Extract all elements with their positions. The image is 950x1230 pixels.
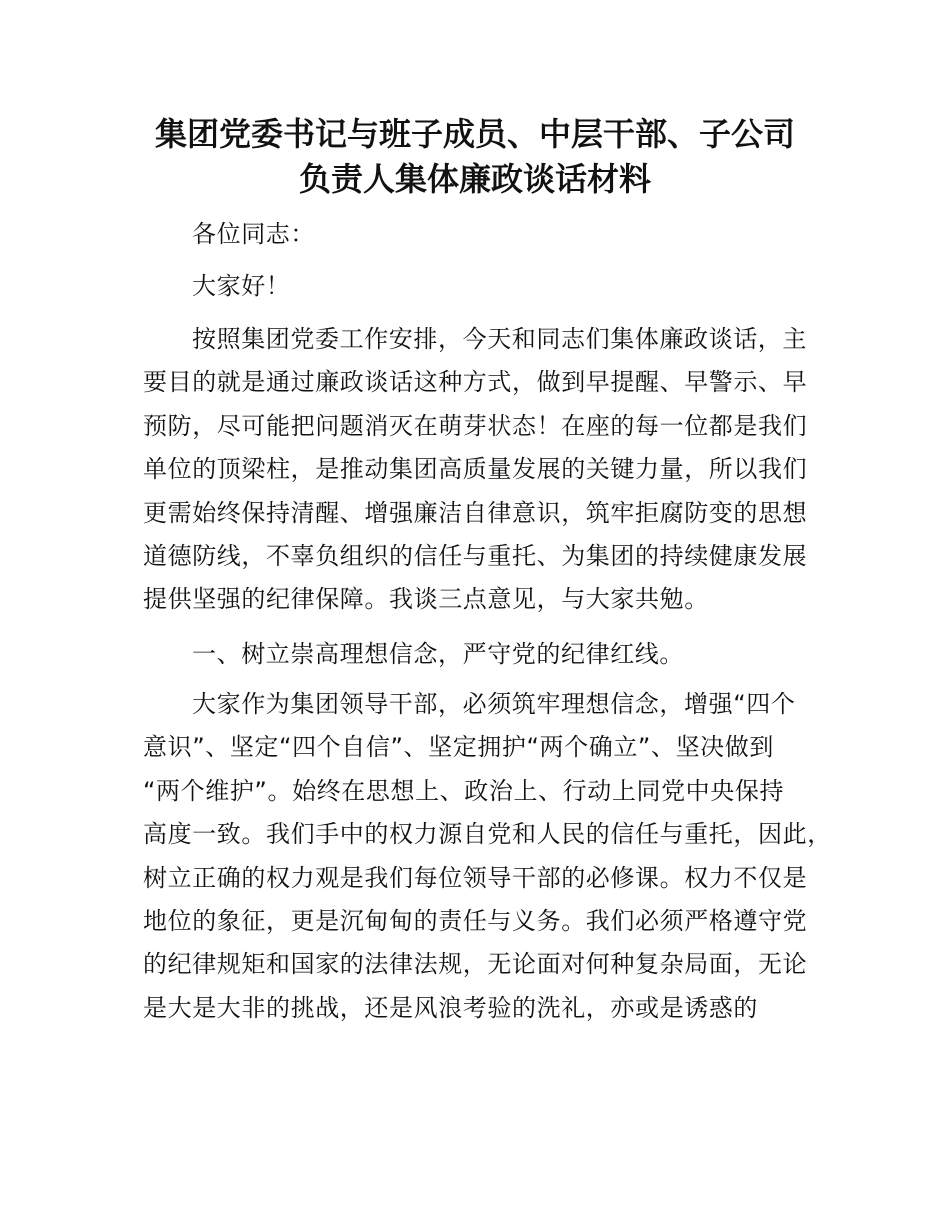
greeting-text: 大家好！ (192, 272, 291, 300)
text-line: 单位的顶梁柱，是推动集团高质量发展的关键力量，所以我们 (143, 455, 808, 484)
text-line: 按照集团党委工作安排，今天和同志们集体廉政谈话，主 (192, 325, 807, 353)
text-line: 树立正确的权力观是我们每位领导干部的必修课。权力不仅是 (143, 863, 808, 892)
text-line: 是大是大非的挑战，还是风浪考验的洗礼，亦或是诱惑的 (143, 993, 758, 1022)
text-line: “两个维护”。始终在思想上、政治上、行动上同党中央保持 (143, 776, 785, 805)
text-line: 地位的象征，更是沉甸甸的责任与义务。我们必须严格遵守党 (143, 907, 808, 936)
section-heading-1 (143, 633, 684, 676)
salutation (143, 213, 315, 256)
title-line: 负责人集体廉政谈话材料 (298, 160, 651, 198)
text-line: 预防，尽可能把问题消灭在萌芽状态！在座的每一位都是我们 (143, 411, 808, 440)
document-title (0, 112, 950, 202)
paragraph-intro (143, 318, 807, 622)
text-line: 道德防线，不辜负组织的信任与重托、为集团的持续健康发展 (143, 542, 808, 571)
text-line: 高度一致。我们手中的权力源自党和人民的信任与重托，因此， (143, 820, 832, 849)
greeting (143, 265, 290, 308)
text-line: 意识”、坚定“四个自信”、坚定拥护“两个确立”、坚决做到 (143, 733, 774, 762)
heading-text: 一、树立崇高理想信念，严守党的纪律红线。 (192, 640, 684, 668)
text-line: 提供坚强的纪律保障。我谈三点意见，与大家共勉。 (143, 585, 709, 614)
text-line: 要目的就是通过廉政谈话这种方式，做到早提醒、早警示、早 (143, 368, 808, 397)
paragraph-section-1 (143, 683, 832, 1030)
salutation-text: 各位同志： (192, 220, 315, 248)
text-line: 大家作为集团领导干部，必须筑牢理想信念，增强“四个 (192, 690, 796, 718)
text-line: 的纪律规矩和国家的法律法规，无论面对何种复杂局面，无论 (143, 950, 808, 979)
text-line: 更需始终保持清醒、增强廉洁自律意识，筑牢拒腐防变的思想 (143, 498, 808, 527)
title-line: 集团党委书记与班子成员、中层干部、子公司 (154, 115, 795, 153)
